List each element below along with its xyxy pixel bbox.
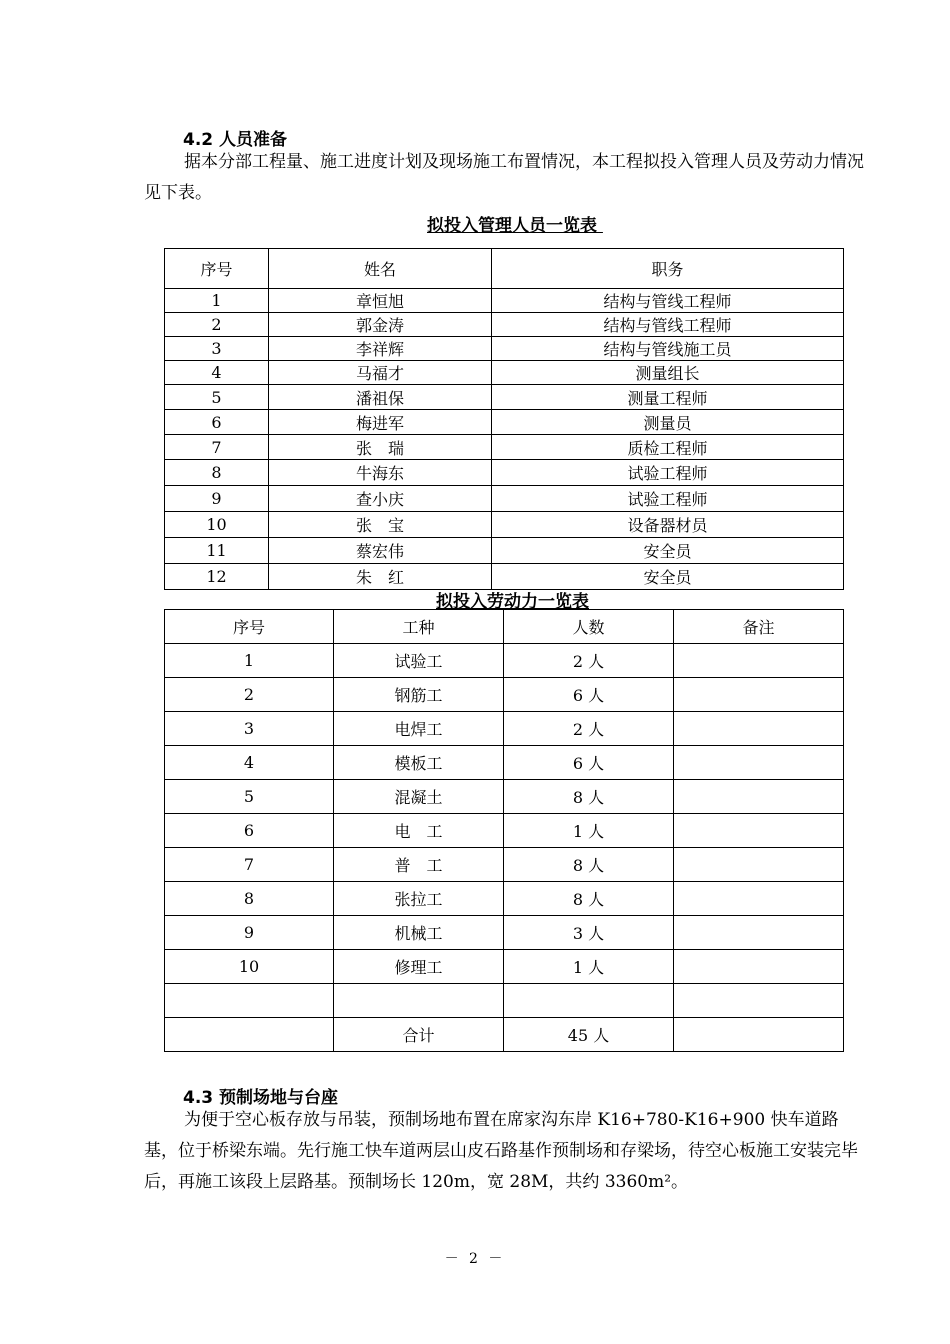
table-row — [165, 410, 844, 435]
table-row — [165, 644, 844, 678]
labor-table — [164, 609, 844, 1052]
cell-remarks — [674, 712, 844, 746]
cell-trade: 修理工 — [334, 950, 504, 984]
cell-index: 10 — [165, 512, 269, 538]
cell-index: 6 — [165, 814, 334, 848]
cell-name: 牛海东 — [269, 460, 492, 486]
section-heading-4-3: 4.3 预制场地与台座 — [183, 1088, 339, 1108]
cell-trade: 电焊工 — [334, 712, 504, 746]
cell-position: 测量组长 — [492, 361, 844, 385]
cell-index: 2 — [165, 313, 269, 337]
cell-index: 8 — [165, 460, 269, 486]
labor-table-title: 拟投入劳动力一览表 — [436, 592, 589, 612]
table-row — [165, 289, 844, 313]
cell-count — [504, 984, 674, 1018]
cell-name: 朱 红 — [269, 564, 492, 590]
cell-count: 8 人 — [504, 882, 674, 916]
col-header-remarks: 备注 — [674, 610, 844, 644]
table-row — [165, 538, 844, 564]
cell-index — [165, 1018, 334, 1052]
table-row — [165, 1018, 844, 1052]
cell-remarks — [674, 848, 844, 882]
cell-name: 张 宝 — [269, 512, 492, 538]
cell-index: 10 — [165, 950, 334, 984]
table-row — [165, 512, 844, 538]
cell-remarks — [674, 916, 844, 950]
cell-trade — [334, 984, 504, 1018]
cell-remarks — [674, 746, 844, 780]
cell-position: 结构与管线工程师 — [492, 313, 844, 337]
col-header-trade: 工种 — [334, 610, 504, 644]
col-header-index: 序号 — [165, 610, 334, 644]
cell-position: 结构与管线施工员 — [492, 337, 844, 361]
col-header-count: 人数 — [504, 610, 674, 644]
col-header-name: 姓名 — [269, 249, 492, 289]
cell-position: 质检工程师 — [492, 435, 844, 460]
cell-count: 8 人 — [504, 780, 674, 814]
cell-count: 1 人 — [504, 814, 674, 848]
cell-count: 6 人 — [504, 746, 674, 780]
cell-count: 3 人 — [504, 916, 674, 950]
cell-name: 梅进军 — [269, 410, 492, 435]
cell-trade: 模板工 — [334, 746, 504, 780]
cell-index: 9 — [165, 486, 269, 512]
cell-position: 测量工程师 — [492, 385, 844, 410]
table-row — [165, 780, 844, 814]
cell-name: 马福才 — [269, 361, 492, 385]
cell-index: 12 — [165, 564, 269, 590]
cell-trade: 普 工 — [334, 848, 504, 882]
management-staff-table — [164, 248, 844, 590]
table-row — [165, 916, 844, 950]
page-number: － 2 － — [444, 1251, 506, 1267]
table-row — [165, 385, 844, 410]
cell-index: 3 — [165, 712, 334, 746]
section-4-2-text: 据本分部工程量、施工进度计划及现场施工布置情况，本工程拟投入管理人员及劳动力情况见下表。 — [144, 152, 864, 203]
cell-remarks — [674, 644, 844, 678]
cell-name: 郭金涛 — [269, 313, 492, 337]
cell-count: 8 人 — [504, 848, 674, 882]
cell-count: 2 人 — [504, 644, 674, 678]
cell-position: 测量员 — [492, 410, 844, 435]
table-header-row — [165, 249, 844, 289]
cell-position: 试验工程师 — [492, 460, 844, 486]
cell-index: 6 — [165, 410, 269, 435]
cell-count: 1 人 — [504, 950, 674, 984]
section-4-3-text: 为便于空心板存放与吊装，预制场地布置在席家沟东岸 K16+780-K16+900 快车道路基，位于桥梁东端。先行施工快车道两层山皮石路基作预制场和存梁场，待空心板施工安装完毕后，再施工该段上层路基。预制场长 120m，宽 28M，共约 3360m²。 — [144, 1110, 858, 1192]
cell-trade: 张拉工 — [334, 882, 504, 916]
cell-index: 11 — [165, 538, 269, 564]
cell-index: 3 — [165, 337, 269, 361]
cell-name: 蔡宏伟 — [269, 538, 492, 564]
cell-remarks — [674, 950, 844, 984]
cell-name: 李祥辉 — [269, 337, 492, 361]
cell-index: 7 — [165, 435, 269, 460]
cell-position: 试验工程师 — [492, 486, 844, 512]
cell-index — [165, 984, 334, 1018]
cell-name: 查小庆 — [269, 486, 492, 512]
cell-index: 4 — [165, 361, 269, 385]
cell-name: 章恒旭 — [269, 289, 492, 313]
cell-index: 1 — [165, 644, 334, 678]
cell-index: 5 — [165, 385, 269, 410]
table-row — [165, 950, 844, 984]
cell-trade: 混凝土 — [334, 780, 504, 814]
cell-index: 2 — [165, 678, 334, 712]
table-row — [165, 882, 844, 916]
table-row — [165, 435, 844, 460]
table-row — [165, 313, 844, 337]
cell-remarks — [674, 814, 844, 848]
table-header-row — [165, 610, 844, 644]
cell-trade: 试验工 — [334, 644, 504, 678]
table-row — [165, 984, 844, 1018]
cell-index: 5 — [165, 780, 334, 814]
cell-position: 安全员 — [492, 538, 844, 564]
table-row — [165, 460, 844, 486]
cell-name: 潘祖保 — [269, 385, 492, 410]
table-row — [165, 848, 844, 882]
cell-index: 1 — [165, 289, 269, 313]
cell-trade: 合计 — [334, 1018, 504, 1052]
section-4-3-paragraph — [144, 1105, 864, 1198]
cell-index: 7 — [165, 848, 334, 882]
cell-index: 8 — [165, 882, 334, 916]
cell-index: 4 — [165, 746, 334, 780]
cell-remarks — [674, 780, 844, 814]
table-row — [165, 814, 844, 848]
cell-trade: 钢筋工 — [334, 678, 504, 712]
cell-count: 45 人 — [504, 1018, 674, 1052]
cell-trade: 电 工 — [334, 814, 504, 848]
table-row — [165, 564, 844, 590]
cell-remarks — [674, 882, 844, 916]
cell-position: 安全员 — [492, 564, 844, 590]
table-row — [165, 746, 844, 780]
col-header-index: 序号 — [165, 249, 269, 289]
section-4-2-paragraph — [144, 147, 864, 209]
cell-remarks — [674, 984, 844, 1018]
col-header-position: 职务 — [492, 249, 844, 289]
cell-trade: 机械工 — [334, 916, 504, 950]
section-heading-4-2: 4.2 人员准备 — [183, 130, 288, 150]
table-row — [165, 337, 844, 361]
cell-index: 9 — [165, 916, 334, 950]
cell-name: 张 瑞 — [269, 435, 492, 460]
cell-position: 设备器材员 — [492, 512, 844, 538]
cell-count: 6 人 — [504, 678, 674, 712]
table-row — [165, 678, 844, 712]
cell-remarks — [674, 678, 844, 712]
cell-position: 结构与管线工程师 — [492, 289, 844, 313]
cell-count: 2 人 — [504, 712, 674, 746]
cell-remarks — [674, 1018, 844, 1052]
table-row — [165, 486, 844, 512]
mgmt-table-title: 拟投入管理人员一览表 — [427, 216, 603, 236]
table-row — [165, 361, 844, 385]
table-row — [165, 712, 844, 746]
